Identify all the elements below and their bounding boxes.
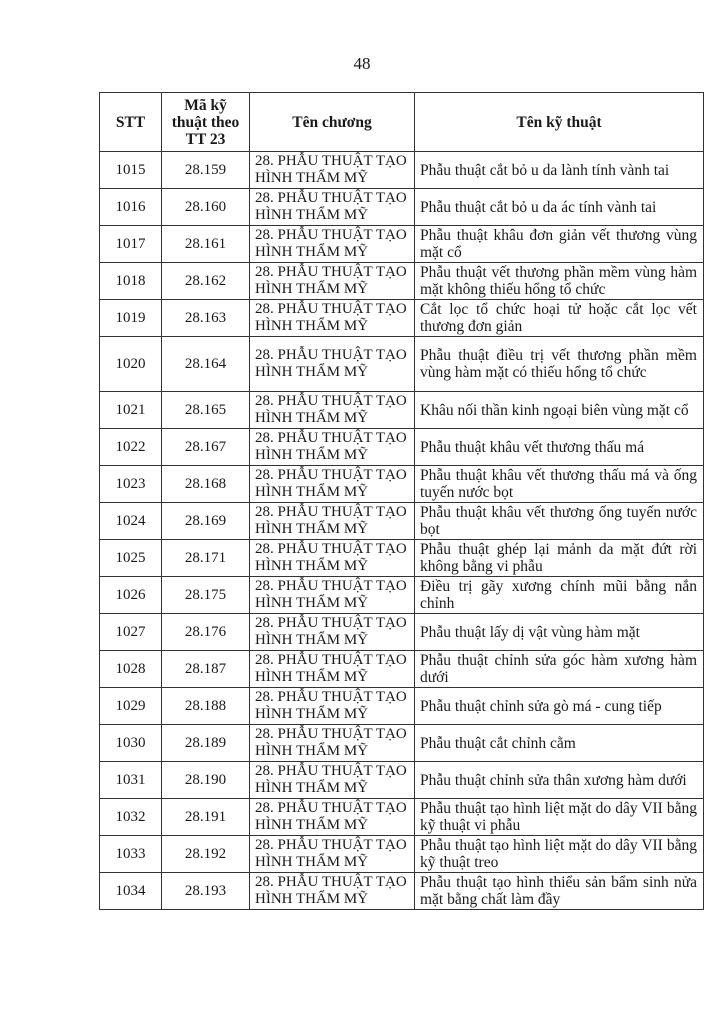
cell-technique: Phẫu thuật cắt bỏ u da ác tính vành tai <box>415 189 704 226</box>
cell-chapter: 28. PHẪU THUẬT TẠO HÌNH THẨM MỸ <box>250 503 415 540</box>
table-row <box>100 873 704 910</box>
cell-code: 28.189 <box>162 725 250 762</box>
cell-stt: 1022 <box>100 429 162 466</box>
cell-code: 28.188 <box>162 688 250 725</box>
cell-stt: 1024 <box>100 503 162 540</box>
header-code: Mã kỹ thuật theo TT 23 <box>162 93 250 152</box>
cell-code: 28.175 <box>162 577 250 614</box>
table-row <box>100 651 704 688</box>
page-number: 48 <box>353 54 371 73</box>
table-row <box>100 189 704 226</box>
table-row <box>100 466 704 503</box>
cell-code: 28.169 <box>162 503 250 540</box>
cell-technique: Phẫu thuật khâu vết thương thấu má và ống tuyến nước bọt <box>415 466 704 503</box>
cell-code: 28.165 <box>162 392 250 429</box>
cell-stt: 1027 <box>100 614 162 651</box>
cell-stt: 1026 <box>100 577 162 614</box>
techniques-table <box>99 92 704 910</box>
cell-code: 28.171 <box>162 540 250 577</box>
cell-technique: Phẫu thuật tạo hình liệt mặt do dây VII bằng kỹ thuật vi phẫu <box>415 799 704 836</box>
cell-chapter: 28. PHẪU THUẬT TẠO HÌNH THẨM MỸ <box>250 651 415 688</box>
cell-stt: 1018 <box>100 263 162 300</box>
cell-stt: 1017 <box>100 226 162 263</box>
table-row <box>100 688 704 725</box>
cell-chapter: 28. PHẪU THUẬT TẠO HÌNH THẨM MỸ <box>250 392 415 429</box>
cell-chapter: 28. PHẪU THUẬT TẠO HÌNH THẨM MỸ <box>250 577 415 614</box>
table-row <box>100 725 704 762</box>
cell-technique: Khâu nối thần kinh ngoại biên vùng mặt cổ <box>415 392 704 429</box>
cell-technique: Điều trị gãy xương chính mũi bằng nắn chỉnh <box>415 577 704 614</box>
cell-technique: Phẫu thuật cắt bỏ u da lành tính vành tai <box>415 152 704 189</box>
cell-technique: Phẫu thuật lấy dị vật vùng hàm mặt <box>415 614 704 651</box>
cell-technique: Phẫu thuật ghép lại mảnh da mặt đứt rời không bằng vi phẫu <box>415 540 704 577</box>
header-stt: STT <box>100 93 162 152</box>
cell-technique: Phẫu thuật điều trị vết thương phần mềm vùng hàm mặt có thiếu hổng tổ chức <box>415 337 704 392</box>
cell-chapter: 28. PHẪU THUẬT TẠO HÌNH THẨM MỸ <box>250 836 415 873</box>
cell-code: 28.160 <box>162 189 250 226</box>
table-row <box>100 836 704 873</box>
cell-chapter: 28. PHẪU THUẬT TẠO HÌNH THẨM MỸ <box>250 226 415 263</box>
cell-chapter: 28. PHẪU THUẬT TẠO HÌNH THẨM MỸ <box>250 337 415 392</box>
header-technique: Tên kỹ thuật <box>415 93 704 152</box>
cell-stt: 1023 <box>100 466 162 503</box>
cell-code: 28.192 <box>162 836 250 873</box>
cell-technique: Phẫu thuật chỉnh sửa góc hàm xương hàm dưới <box>415 651 704 688</box>
cell-code: 28.167 <box>162 429 250 466</box>
cell-technique: Phẫu thuật cắt chỉnh cằm <box>415 725 704 762</box>
cell-stt: 1021 <box>100 392 162 429</box>
cell-code: 28.162 <box>162 263 250 300</box>
cell-chapter: 28. PHẪU THUẬT TẠO HÌNH THẨM MỸ <box>250 614 415 651</box>
table-row <box>100 614 704 651</box>
cell-stt: 1030 <box>100 725 162 762</box>
cell-chapter: 28. PHẪU THUẬT TẠO HÌNH THẨM MỸ <box>250 263 415 300</box>
cell-stt: 1015 <box>100 152 162 189</box>
cell-technique: Cắt lọc tổ chức hoại tử hoặc cắt lọc vết thương đơn giản <box>415 300 704 337</box>
table-row <box>100 263 704 300</box>
cell-stt: 1031 <box>100 762 162 799</box>
cell-code: 28.159 <box>162 152 250 189</box>
header-chapter: Tên chương <box>250 93 415 152</box>
cell-chapter: 28. PHẪU THUẬT TẠO HÌNH THẨM MỸ <box>250 873 415 910</box>
cell-technique: Phẫu thuật chỉnh sửa gò má - cung tiếp <box>415 688 704 725</box>
cell-chapter: 28. PHẪU THUẬT TẠO HÌNH THẨM MỸ <box>250 540 415 577</box>
cell-code: 28.190 <box>162 762 250 799</box>
cell-code: 28.163 <box>162 300 250 337</box>
table-row <box>100 799 704 836</box>
cell-stt: 1029 <box>100 688 162 725</box>
cell-technique: Phẫu thuật khâu đơn giản vết thương vùng mặt cổ <box>415 226 704 263</box>
cell-stt: 1019 <box>100 300 162 337</box>
table-row <box>100 429 704 466</box>
cell-technique: Phẫu thuật khâu vết thương ống tuyến nước bọt <box>415 503 704 540</box>
table-row <box>100 226 704 263</box>
table-row <box>100 392 704 429</box>
cell-code: 28.193 <box>162 873 250 910</box>
cell-chapter: 28. PHẪU THUẬT TẠO HÌNH THẨM MỸ <box>250 429 415 466</box>
cell-stt: 1033 <box>100 836 162 873</box>
cell-stt: 1034 <box>100 873 162 910</box>
table-row <box>100 762 704 799</box>
cell-code: 28.164 <box>162 337 250 392</box>
table-header-row <box>100 93 704 152</box>
cell-chapter: 28. PHẪU THUẬT TẠO HÌNH THẨM MỸ <box>250 300 415 337</box>
cell-code: 28.191 <box>162 799 250 836</box>
cell-chapter: 28. PHẪU THUẬT TẠO HÌNH THẨM MỸ <box>250 189 415 226</box>
table-row <box>100 540 704 577</box>
cell-chapter: 28. PHẪU THUẬT TẠO HÌNH THẨM MỸ <box>250 152 415 189</box>
table-row <box>100 503 704 540</box>
cell-stt: 1028 <box>100 651 162 688</box>
cell-chapter: 28. PHẪU THUẬT TẠO HÌNH THẨM MỸ <box>250 762 415 799</box>
cell-stt: 1020 <box>100 337 162 392</box>
cell-stt: 1016 <box>100 189 162 226</box>
cell-code: 28.187 <box>162 651 250 688</box>
cell-technique: Phẫu thuật vết thương phần mềm vùng hàm mặt không thiếu hổng tổ chức <box>415 263 704 300</box>
cell-chapter: 28. PHẪU THUẬT TẠO HÌNH THẨM MỸ <box>250 688 415 725</box>
table-row <box>100 152 704 189</box>
cell-chapter: 28. PHẪU THUẬT TẠO HÌNH THẨM MỸ <box>250 799 415 836</box>
cell-code: 28.161 <box>162 226 250 263</box>
cell-technique: Phẫu thuật tạo hình liệt mặt do dây VII bằng kỹ thuật treo <box>415 836 704 873</box>
cell-stt: 1025 <box>100 540 162 577</box>
cell-code: 28.176 <box>162 614 250 651</box>
cell-technique: Phẫu thuật chỉnh sửa thân xương hàm dưới <box>415 762 704 799</box>
table-row <box>100 300 704 337</box>
cell-stt: 1032 <box>100 799 162 836</box>
table-row <box>100 337 704 392</box>
table-row <box>100 577 704 614</box>
cell-chapter: 28. PHẪU THUẬT TẠO HÌNH THẨM MỸ <box>250 725 415 762</box>
cell-technique: Phẫu thuật khâu vết thương thấu má <box>415 429 704 466</box>
cell-chapter: 28. PHẪU THUẬT TẠO HÌNH THẨM MỸ <box>250 466 415 503</box>
cell-technique: Phẫu thuật tạo hình thiểu sản bẩm sinh nửa mặt bằng chất làm đầy <box>415 873 704 910</box>
cell-code: 28.168 <box>162 466 250 503</box>
